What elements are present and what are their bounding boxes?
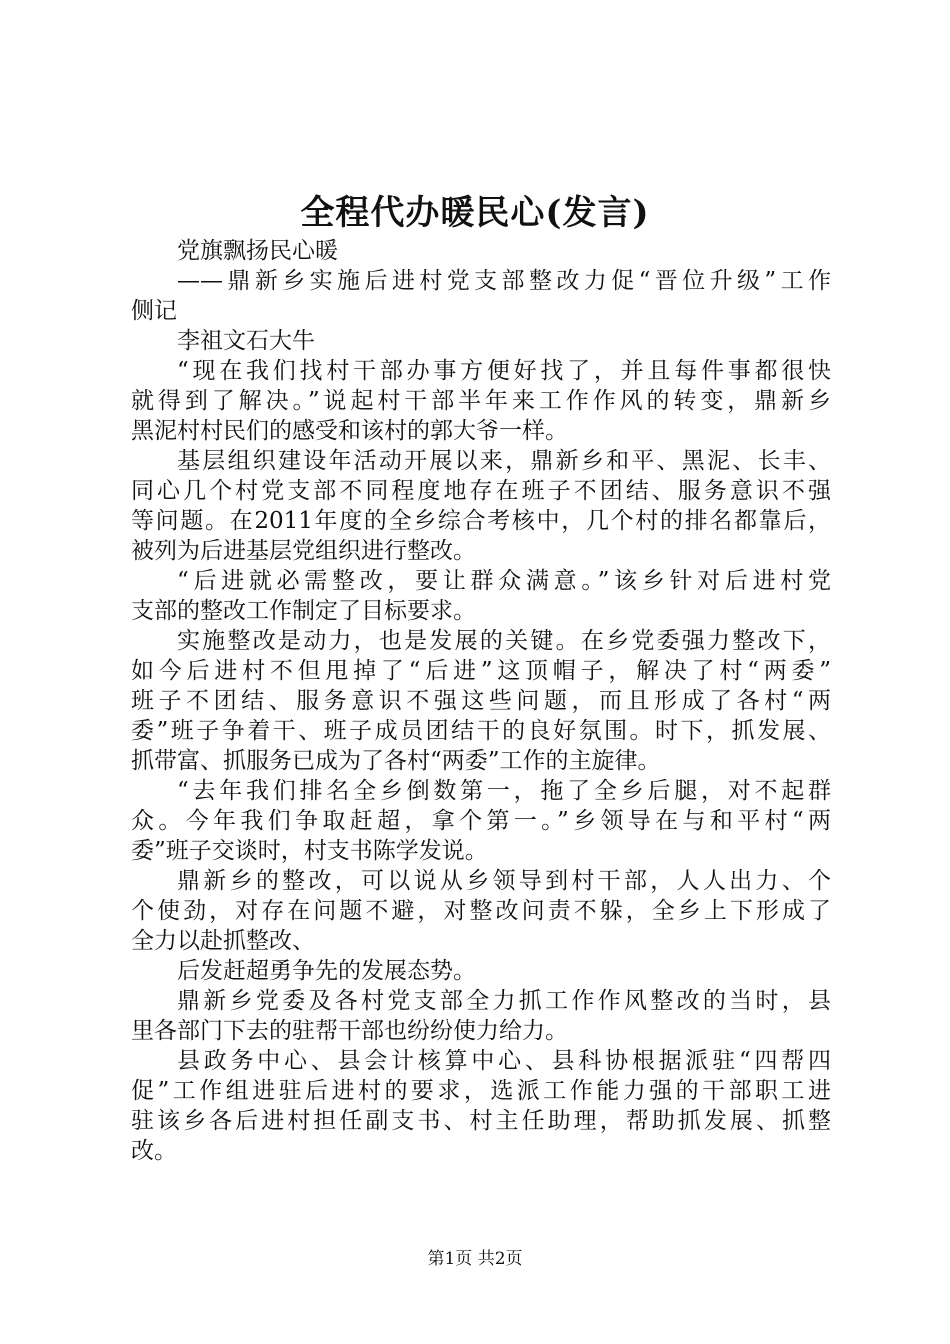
paragraph-line: “去年我们排名全乡倒数第一，拖了全乡后腿，对不起群 [177, 778, 831, 804]
paragraph-line: 抓带富、抓服务已成为了各村“两委”工作的主旋律。 [131, 748, 661, 774]
paragraph-line: “后进就必需整改，要让群众满意。”该乡针对后进村党 [177, 568, 831, 594]
paragraph-line: 实施整改是动力，也是发展的关键。在乡党委强力整改下， [177, 628, 831, 654]
paragraph-line: 鼎新乡党委及各村党支部全力抓工作作风整改的当时，县 [177, 988, 831, 1014]
paragraph-line: 等问题。在2011年度的全乡综合考核中，几个村的排名都靠后， [131, 508, 831, 534]
paragraph-line: “现在我们找村干部办事方便好找了，并且每件事都很快 [177, 358, 831, 384]
paragraph-line: 被列为后进基层党组织进行整改。 [131, 538, 476, 564]
paragraph-line: 班子不团结、服务意识不强这些问题，而且形成了各村“两 [131, 688, 831, 714]
paragraph-line: 众。今年我们争取赶超，拿个第一。”乡领导在与和平村“两 [131, 808, 831, 834]
paragraph-line: 基层组织建设年活动开展以来，鼎新乡和平、黑泥、长丰、 [177, 448, 831, 474]
paragraph-line: 全力以赴抓整改、 [131, 928, 315, 954]
paragraph-line: 驻该乡各后进村担任副支书、村主任助理，帮助抓发展、抓整 [131, 1108, 831, 1134]
paragraph-line: 黑泥村村民们的感受和该村的郭大爷一样。 [131, 418, 568, 444]
paragraph-line: 个使劲，对存在问题不避，对整改问责不躲，全乡上下形成了 [131, 898, 831, 924]
paragraph-line: 委”班子争着干、班子成员团结干的良好氛围。时下，抓发展、 [131, 718, 831, 744]
subtitle-line: ——鼎新乡实施后进村党支部整改力促“晋位升级”工作 [177, 268, 831, 294]
paragraph-line: 后发赶超勇争先的发展态势。 [177, 958, 476, 984]
paragraph-line: 如今后进村不但甩掉了“后进”这顶帽子，解决了村“两委” [131, 658, 831, 684]
page-footer: 第1页 共2页 [427, 1249, 523, 1269]
paragraph-line: 就得到了解决。”说起村干部半年来工作作风的转变，鼎新乡 [131, 388, 831, 414]
paragraph-line: 县政务中心、县会计核算中心、县科协根据派驻“四帮四 [177, 1048, 831, 1074]
paragraph-line: 促”工作组进驻后进村的要求，选派工作能力强的干部职工进 [131, 1078, 831, 1104]
paragraph-line: 改。 [131, 1138, 177, 1164]
document-body [131, 236, 831, 1166]
paragraph-line: 委”班子交谈时，村支书陈学发说。 [131, 838, 488, 864]
subtitle-line: 侧记 [131, 298, 177, 324]
paragraph-line: 里各部门下去的驻帮干部也纷纷使力给力。 [131, 1018, 568, 1044]
subtitle-line: 党旗飘扬民心暖 [177, 238, 338, 264]
paragraph-line: 同心几个村党支部不同程度地存在班子不团结、服务意识不强 [131, 478, 831, 504]
author-line: 李祖文石大牛 [177, 328, 315, 354]
paragraph-line: 支部的整改工作制定了目标要求。 [131, 598, 476, 624]
paragraph-line: 鼎新乡的整改，可以说从乡领导到村干部，人人出力、个 [177, 868, 831, 894]
document-title: 全程代办暖民心(发言) [300, 193, 650, 233]
